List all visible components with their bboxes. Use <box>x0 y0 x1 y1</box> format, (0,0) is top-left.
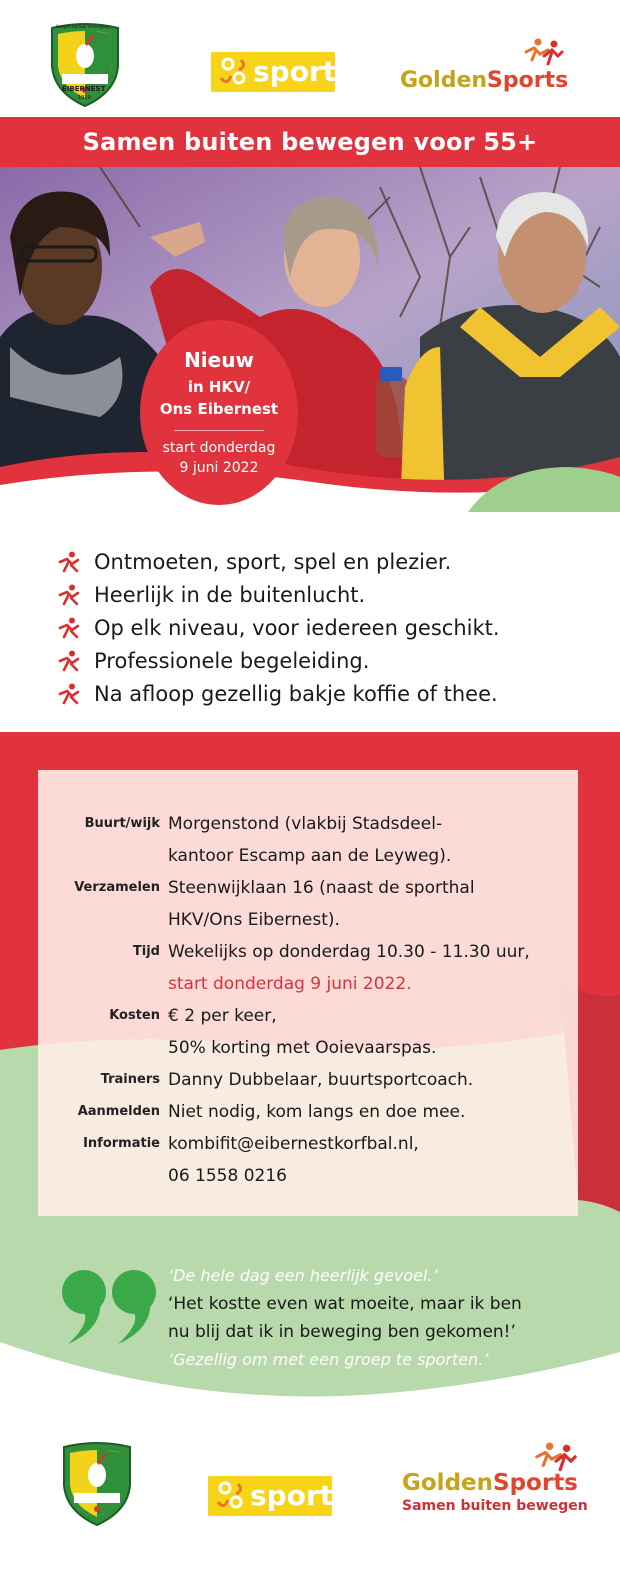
runners-icon <box>524 38 564 70</box>
info-value: Niet nodig, kom langs en doe mee. <box>168 1102 466 1122</box>
list-item <box>58 680 500 713</box>
info-label: Trainers <box>100 1072 160 1087</box>
sports-word: Sports <box>487 68 569 93</box>
runner-icon <box>58 650 82 672</box>
golden-word: Golden <box>400 68 488 93</box>
info-row-informatie <box>38 1128 578 1192</box>
info-label: Aanmelden <box>77 1104 160 1119</box>
info-row-kosten <box>38 1000 578 1064</box>
headline-text: Samen buiten bewegen voor 55+ <box>82 128 538 156</box>
top-logo-row <box>0 0 620 110</box>
info-value: Steenwijklaan 16 (naast de sporthal <box>168 878 475 898</box>
quote-mark-icon <box>60 1268 160 1346</box>
badge-line-start: start donderdag <box>162 440 276 456</box>
list-item-text: Heerlijk in de buitenlucht. <box>94 583 366 607</box>
runner-icon <box>58 683 82 705</box>
badge-line-nieuw: Nieuw <box>184 348 254 372</box>
sports-word: Sports <box>493 1470 578 1496</box>
list-item-text: Op elk niveau, voor iedereen geschikt. <box>94 616 500 640</box>
list-item-text: Na afloop gezellig bakje koffie of thee. <box>94 682 498 706</box>
bottom-logo-row <box>0 1420 620 1578</box>
hero-photo <box>0 167 620 512</box>
info-label: Kosten <box>109 1008 160 1023</box>
golden-tagline: Samen buiten bewegen <box>402 1498 588 1514</box>
club-arc-text: Haagse Korfbal Vereniging <box>56 24 109 29</box>
list-item <box>58 548 500 581</box>
runner-icon <box>58 584 82 606</box>
info-table <box>38 808 578 1192</box>
list-item <box>58 647 500 680</box>
op-sport-logo <box>211 52 335 92</box>
club-year-text: 1919 <box>78 95 91 101</box>
info-value: Wekelijks op donderdag 10.30 - 11.30 uur, <box>168 942 530 962</box>
new-badge <box>140 320 298 505</box>
hero-photo-art <box>0 167 620 512</box>
badge-line-club: Ons Eibernest <box>159 400 279 418</box>
list-item <box>58 614 500 647</box>
testimonial-3: ‘Gezellig om met een groep te sporten.’ <box>168 1350 489 1369</box>
runner-icon <box>58 551 82 573</box>
runner-icon <box>58 617 82 639</box>
info-label: Buurt/wijk <box>84 816 160 831</box>
op-symbol-icon <box>217 56 251 90</box>
testimonials <box>168 1262 522 1374</box>
info-value: HKV/Ons Eibernest). <box>168 910 340 930</box>
club-shield-logo <box>60 1440 134 1528</box>
badge-line-date: 9 juni 2022 <box>179 460 259 476</box>
club-name-text: EIBERNEST <box>62 85 106 93</box>
badge-line-hkv: in HKV/ <box>187 378 251 396</box>
info-label: Informatie <box>83 1136 160 1151</box>
testimonial-1: ‘De hele dag een heerlijk gevoel.’ <box>168 1266 438 1285</box>
op-sport-text: sport <box>253 55 337 88</box>
testimonial-2-line-2: nu blij dat ik in beweging ben gekomen!’ <box>168 1322 516 1342</box>
feature-list <box>58 548 500 713</box>
info-row-buurt <box>38 808 578 872</box>
info-row-tijd <box>38 936 578 1000</box>
golden-word: Golden <box>402 1470 494 1496</box>
info-label: Verzamelen <box>74 880 160 895</box>
contact-phone[interactable]: 06 1558 0216 <box>168 1166 287 1186</box>
info-value: € 2 per keer, <box>168 1006 277 1026</box>
list-item-text: Professionele begeleiding. <box>94 649 370 673</box>
info-value-highlight: start donderdag 9 juni 2022. <box>168 974 412 994</box>
op-sport-text: sport <box>250 1479 334 1512</box>
info-value: 50% korting met Ooievaarspas. <box>168 1038 437 1058</box>
op-symbol-icon <box>214 1480 248 1514</box>
badge-divider <box>174 430 264 431</box>
contact-email[interactable]: kombifit@eibernestkorfbal.nl, <box>168 1134 419 1154</box>
info-label: Tijd <box>132 944 160 959</box>
info-row-verzamelen <box>38 872 578 936</box>
info-row-trainers <box>38 1064 578 1096</box>
info-value: Morgenstond (vlakbij Stadsdeel- <box>168 814 443 834</box>
info-value: Danny Dubbelaar, buurtsportcoach. <box>168 1070 474 1090</box>
info-row-aanmelden <box>38 1096 578 1128</box>
headline-band <box>0 117 620 167</box>
op-sport-logo <box>208 1476 332 1516</box>
testimonial-2-line-1: ‘Het kostte even wat moeite, maar ik ben <box>168 1294 522 1314</box>
list-item-text: Ontmoeten, sport, spel en plezier. <box>94 550 452 574</box>
list-item <box>58 581 500 614</box>
info-value: kantoor Escamp aan de Leyweg). <box>168 846 452 866</box>
